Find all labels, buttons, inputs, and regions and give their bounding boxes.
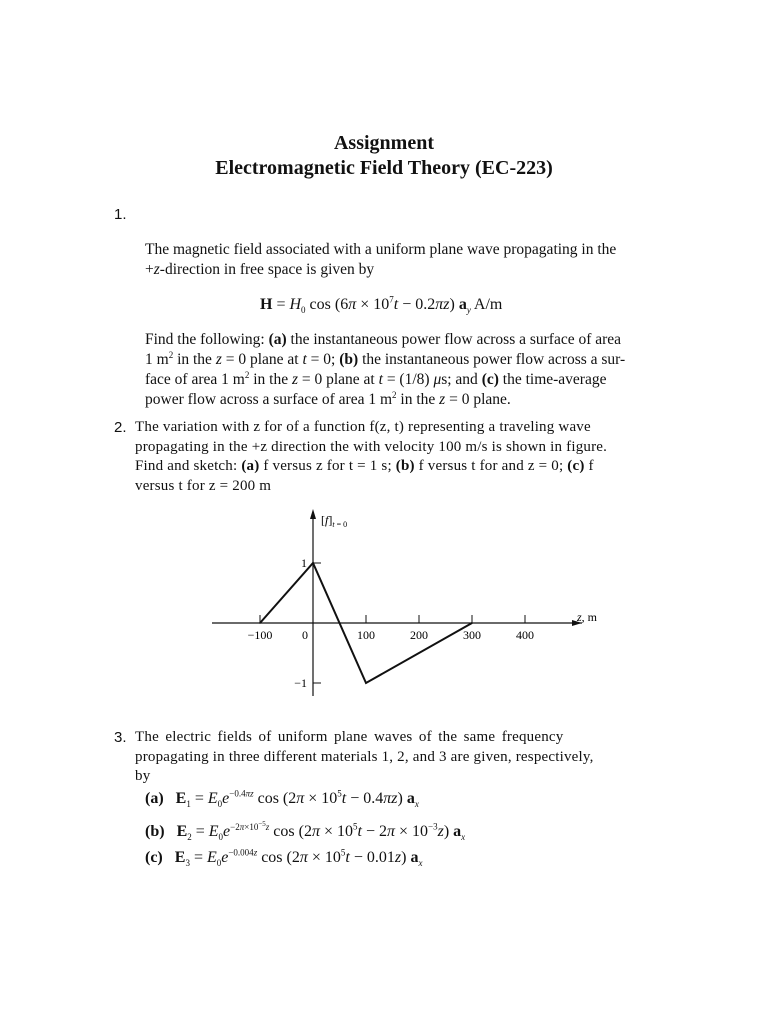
waveform-chart	[200, 500, 620, 710]
question-1-intro	[145, 240, 690, 280]
x-tick-label: 200	[410, 628, 428, 642]
q2-line3: Find and sketch: (a) f versus z for t = 1 s; (b) f versus t for and z = 0; (c) f	[135, 458, 594, 474]
q2-line4: versus t for z = 200 m	[135, 477, 272, 494]
q3-line2: propagating in three different materials 1, 2, and 3 are given, respectively,	[135, 748, 594, 765]
q2-line2: propagating in the +z direction the with velocity 100 m/s is shown in figure.	[135, 438, 608, 455]
x-tick-label: 100	[357, 628, 375, 642]
question-2-number: 2.	[114, 419, 127, 436]
x-axis-label: z, m	[577, 610, 598, 624]
y-axis-arrow	[310, 509, 316, 519]
page-subtitle: Electromagnetic Field Theory (EC-223)	[215, 157, 553, 179]
q3-line3: by	[135, 768, 151, 784]
question-3-number: 3.	[114, 729, 127, 746]
q3-equation-a: (a) $E_1 = E_0e^{-0.4\pi z}$ $\cos (2\pi \times 10^5t - 0.4\pi z)$ $a_x$	[145, 788, 419, 810]
y-tick-label: 1	[301, 556, 307, 570]
data-point	[471, 622, 473, 624]
q3-equation-b: (b) $E_2 = E_0e^{-2\pi\times 10^{-5}z}$ $\cos (2\pi \times 10^5t - 2\pi \times 10^{-3}z)$ $a_x$	[145, 819, 466, 843]
data-point	[365, 682, 367, 684]
page-title: Assignment	[333, 132, 434, 154]
data-point	[259, 622, 261, 624]
x-tick-label: 400	[516, 628, 534, 642]
y-axis-label: $[f]_{t = 0}$	[321, 513, 348, 529]
question-3-text	[135, 728, 680, 787]
q3-equation-c: (c) $E_3 = E_0e^{-0.004z}$ $\cos (2\pi \times 10^5t - 0.01z)$ $a_x$	[145, 847, 423, 869]
q1-intro-line2: +z-direction in free space is given by	[145, 261, 375, 278]
x-tick-label: 0	[302, 628, 308, 642]
x-tick-label: −100	[247, 628, 273, 642]
q3-line1: The electric fields of uniform plane waves of the same frequency	[135, 729, 564, 745]
q1-intro-line1: The magnetic field associated with a uniform plane wave propagating in the	[145, 241, 617, 258]
question-2-text	[135, 418, 680, 496]
x-tick-label: 300	[463, 628, 481, 642]
q2-line1: The variation with z for of a function f(z, t) representing a traveling wave	[135, 419, 591, 435]
y-tick-label: −1	[294, 676, 307, 690]
q1-find-text: Find the following: (a) the instantaneous power flow across a surface of area 1 $m^2$ in the z = 0 plane at t = 0; (b) the instantaneous power flow across a sur- face of area 1 $m^2$ in the z = 0 plane at t = (1/8) μs; and (c) the time-average power flow across a surface of area 1 $m^2$ in the z = 0 plane.	[145, 331, 626, 408]
data-point	[312, 562, 314, 564]
q1-equation: $H = H_0$ $\cos (6\pi \times 10^7t - 0.2\pi z)$ $a_y$ A/m	[260, 294, 503, 316]
question-1-number: 1.	[114, 206, 127, 223]
